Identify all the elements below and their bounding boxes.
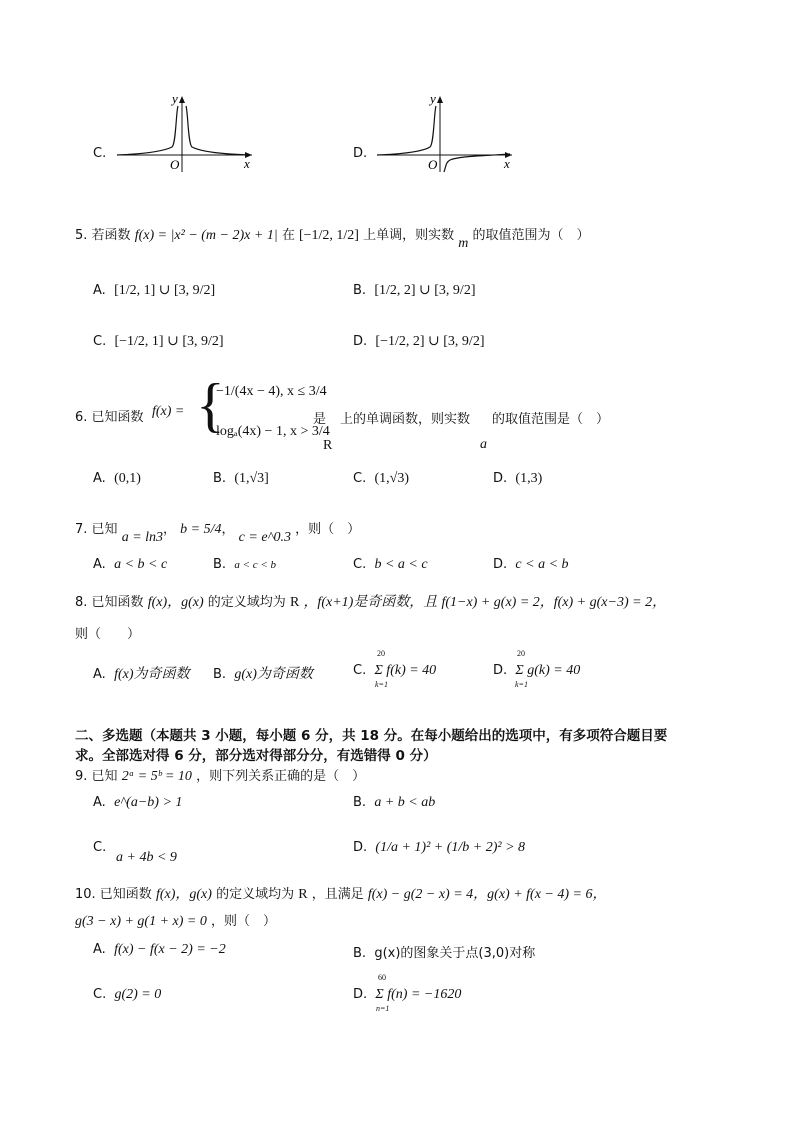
q5-tail: 的取值范围为（ ） <box>472 228 590 243</box>
svg-text:O: O <box>428 157 438 172</box>
q8-c-sum-top: 20 <box>377 649 385 658</box>
q8-option-c: C. Σ f(k) = 40 <box>353 663 437 678</box>
q10-option-a: A. f(x) − f(x − 2) = −2 <box>93 942 226 957</box>
q7-stem: 7. 已知 a = ln3， b = 5/4， c = e^0.3 ，则（ ） <box>75 522 361 545</box>
q8-number: 8. 已知函数 <box>75 595 144 610</box>
q10-R: R <box>298 887 308 902</box>
q10-ze: ，则（ ） <box>211 914 277 929</box>
q10-d-sum-top: 60 <box>378 973 386 982</box>
q6-piece-1: −1/(4x − 4), x ≤ 3/4 <box>216 384 327 399</box>
section-2-heading-line2: 求。全部选对得 6 分，部分选对得部分分，有选错得 0 分） <box>75 748 437 764</box>
q8-ze: 则（ ） <box>75 627 141 642</box>
q10-satisfy: ，且满足 <box>311 887 364 902</box>
q5-zai: 在 <box>281 228 295 243</box>
q9-option-c: a + 4b < 9 <box>116 850 177 865</box>
section-2-heading-line1: 二、多选题（本题共 3 小题，每小题 6 分，共 18 分。在每小题给出的选项中，有多项符合题目要 <box>75 728 668 744</box>
q7-c: c = e^0.3 <box>238 530 291 545</box>
q10-stem-line1 <box>75 883 606 903</box>
svg-text:y: y <box>430 92 436 106</box>
q6-option-d: D. (1,3) <box>493 471 543 486</box>
q10-option-c: C. g(2) = 0 <box>93 987 162 1002</box>
q5-rest: 上单调，则实数 <box>363 228 455 243</box>
q9-option-c-label: C. <box>93 840 107 855</box>
q5-stem <box>75 224 590 251</box>
q4-option-d-label: D. <box>353 146 368 161</box>
q6-var: a <box>480 437 487 452</box>
q10-number: 10. 已知函数 <box>75 887 152 902</box>
q5-option-b: B. [1/2, 2] ∪ [3, 9/2] <box>353 283 476 298</box>
q4-option-c-graph <box>112 92 257 174</box>
q6-R: R <box>323 438 333 453</box>
q7-b: b = 5/4 <box>180 522 222 537</box>
svg-text:x: x <box>504 156 510 171</box>
origin-label: O <box>170 157 180 172</box>
q10-condition-1: f(x) − g(2 − x) = 4，g(x) + f(x − 4) = 6， <box>367 887 607 902</box>
q8-d-sum-bottom: k=1 <box>515 680 528 689</box>
q5-function: f(x) = |x² − (m − 2)x + 1| <box>134 228 278 243</box>
q9-option-d: D. (1/a + 1)² + (1/b + 2)² > 8 <box>353 840 526 855</box>
q8-funcs: f(x)，g(x) <box>147 595 204 610</box>
q7-a: a = ln3 <box>121 530 164 545</box>
q9-condition: 2ᵃ = 5ᵇ = 10 <box>121 769 192 784</box>
q5-option-a: A. [1/2, 1] ∪ [3, 9/2] <box>93 283 216 298</box>
q10-option-d: D. Σ f(n) = −1620 <box>353 987 462 1002</box>
q8-R: R <box>289 595 300 610</box>
q6-shi: 是 <box>313 412 327 427</box>
q4-option-c-label: C. <box>93 146 107 161</box>
q7-option-d: D. c < a < b <box>493 557 569 572</box>
q6-piece-2: logₐ(4x) − 1, x > 3/4 <box>216 424 330 439</box>
q8-conditions: f(1−x) + g(x) = 2，f(x) + g(x−3) = 2， <box>441 595 667 610</box>
q7-option-a: A. a < b < c <box>93 557 168 572</box>
q9-tail: ，则下列关系正确的是（ ） <box>196 769 366 784</box>
q8-odd: ，f(x+1)是奇函数，且 <box>303 595 438 610</box>
q5-number: 5. 若函数 <box>75 228 131 243</box>
q8-option-b: B. g(x)为奇函数 <box>213 667 313 682</box>
q6-option-a: A. (0,1) <box>93 471 141 486</box>
q5-option-c: C. [−1/2, 1] ∪ [3, 9/2] <box>93 334 224 349</box>
q6-option-b: B. (1,√3] <box>213 471 269 486</box>
q8-c-sum-bottom: k=1 <box>375 680 388 689</box>
q8-option-a: A. f(x)为奇函数 <box>93 667 190 682</box>
q10-stem-line2 <box>75 910 276 930</box>
q7-number: 7. 已知 <box>75 522 118 537</box>
q7-tail: ，则（ ） <box>295 522 361 537</box>
q6-brace: { <box>196 372 225 438</box>
q9-number: 9. 已知 <box>75 769 118 784</box>
x-axis-label: x <box>244 156 250 171</box>
q10-funcs: f(x)，g(x) <box>155 887 212 902</box>
q10-option-b: B. g(x)的图象关于点(3,0)对称 <box>353 946 536 961</box>
q4-option-d-graph <box>372 92 517 174</box>
q8-stem-line1 <box>75 591 666 611</box>
q10-d-sum-bottom: n=1 <box>376 1004 390 1013</box>
q9-option-a: A. e^(a−b) > 1 <box>93 795 183 810</box>
q6-rest: 上的单调函数，则实数 <box>340 412 471 427</box>
q8-d-sum-top: 20 <box>517 649 525 658</box>
q6-option-c: C. (1,√3) <box>353 471 409 486</box>
q8-option-d: D. Σ g(k) = 40 <box>493 663 581 678</box>
q6-tail: 的取值范围是（ ） <box>492 412 610 427</box>
q5-option-d: D. [−1/2, 2] ∪ [3, 9/2] <box>353 334 485 349</box>
q7-option-b: B. a < c < b <box>213 557 277 572</box>
q5-var: m <box>458 236 469 251</box>
q6-number: 6. 已知函数 <box>75 410 144 425</box>
q8-mid: 的定义域均为 <box>207 595 286 610</box>
q9-stem <box>75 765 365 785</box>
q5-interval: [−1/2, 1/2] <box>298 228 359 243</box>
q10-condition-2: g(3 − x) + g(1 + x) = 0 <box>75 914 207 929</box>
q6-f-of-x: f(x) = <box>152 404 185 419</box>
y-axis-label: y <box>172 92 178 106</box>
q10-mid: 的定义域均为 <box>216 887 295 902</box>
q9-option-b: B. a + b < ab <box>353 795 436 810</box>
q7-option-c: C. b < a < c <box>353 557 428 572</box>
